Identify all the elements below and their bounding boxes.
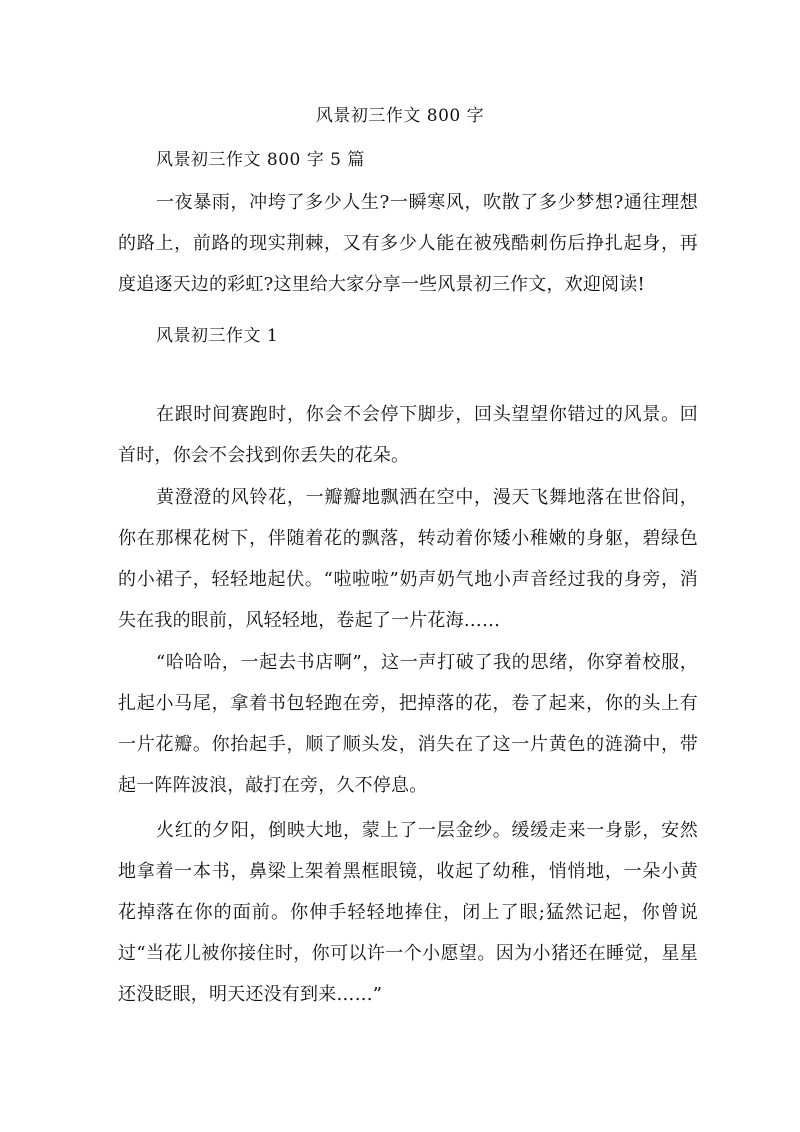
intro-paragraph: 一夜暴雨，冲垮了多少人生?一瞬寒风，吹散了多少梦想?通往理想的路上，前路的现实荆棘，又有多少人能在被残酷刺伤后挣扎起身，再度追逐天边的彩虹?这里给大家分享一些风景初三作文，欢迎阅读! [118, 192, 698, 295]
section-heading: 风景初三作文 1 [156, 326, 279, 346]
body-paragraph: 黄澄澄的风铃花，一瓣瓣地飘洒在空中，漫天飞舞地落在世俗间，你在那棵花树下，伴随着花的飘落，转动着你矮小稚嫩的身躯，碧绿色的小裙子，轻轻地起伏。“啦啦啦”奶声奶气地小声音经过我的身旁，消失在我的眼前，风轻轻地，卷起了一片花海…… [118, 487, 698, 631]
body-paragraph: 火红的夕阳，倒映大地，蒙上了一层金纱。缓缓走来一身影，安然地拿着一本书，鼻梁上架着黑框眼镜，收起了幼稚，悄悄地，一朵小黄花掉落在你的面前。你伸手轻轻地捧住，闭上了眼;猛然记起，你曾说过“当花儿被你接住时，你可以许一个小愿望。因为小猪还在睡觉，星星还没眨眼，明天还没有到来……” [118, 820, 698, 1005]
document-title: 风景初三作文 800 字 [315, 106, 485, 126]
document-subtitle: 风景初三作文 800 字 5 篇 [156, 150, 365, 170]
body-paragraph: 在跟时间赛跑时，你会不会停下脚步，回头望望你错过的风景。回首时，你会不会找到你丢失的花朵。 [118, 404, 698, 466]
body-paragraph: “哈哈哈，一起去书店啊”，这一声打破了我的思绪，你穿着校服，扎起小马尾，拿着书包轻跑在旁，把掉落的花，卷了起来，你的头上有一片花瓣。你抬起手，顺了顺头发，消失在了这一片黄色的涟漪中，带起一阵阵波浪，敲打在旁，久不停息。 [118, 652, 698, 796]
